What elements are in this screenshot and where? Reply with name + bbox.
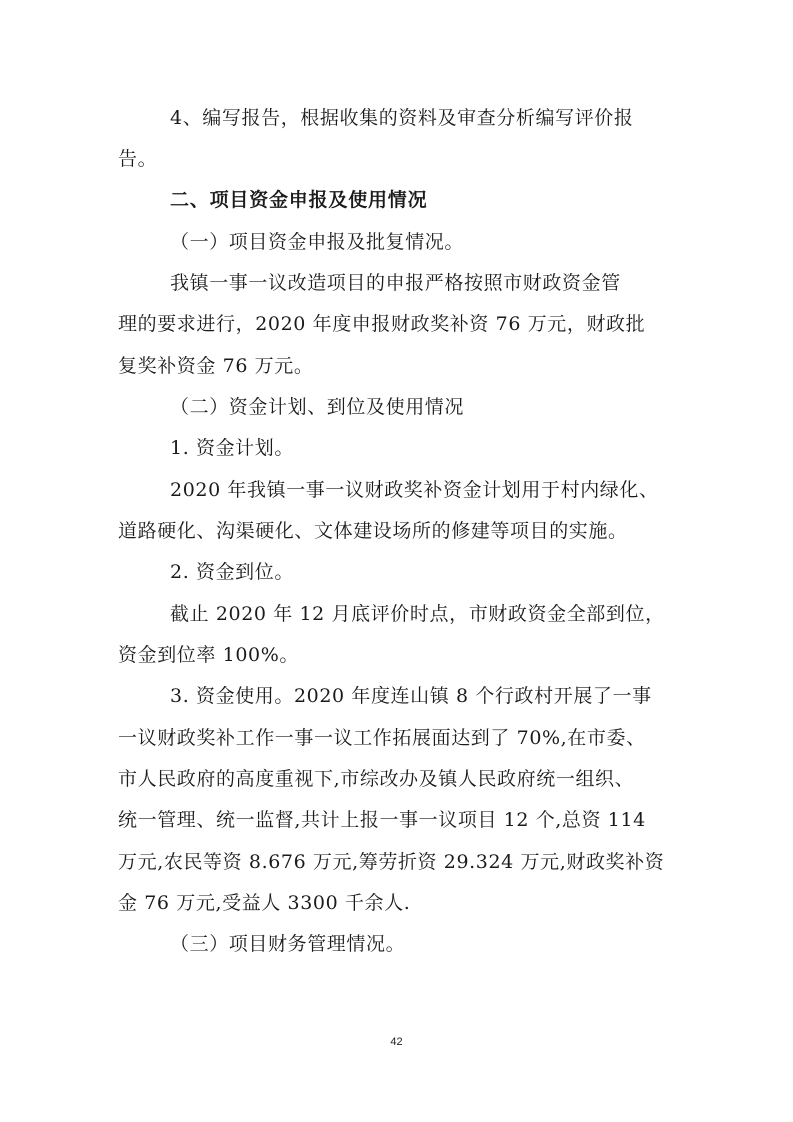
page-number: 42 [390, 1036, 403, 1048]
paragraph-line: 截止 2020 年 12 月底评价时点，市财政资金全部到位， [170, 603, 665, 625]
paragraph-line: 市人民政府的高度重视下,市综改办及镇人民政府统一组织、 [118, 768, 635, 790]
section-heading: 二、项目资金申报及使用情况 [170, 189, 428, 211]
paragraph-line: 统一管理、统一监督,共计上报一事一议项目 12 个,总资 114 [118, 809, 646, 831]
paragraph-line: 金 76 万元,受益人 3300 千余人. [118, 892, 411, 914]
paragraph-line: 我镇一事一议改造项目的申报严格按照市财政资金管 [170, 272, 621, 294]
paragraph-line: 3. 资金使用。2020 年度连山镇 8 个行政村开展了一事 [170, 685, 652, 707]
subsection-heading: （一）项目资金申报及批复情况。 [170, 231, 465, 253]
item-heading: 1. 资金计划。 [170, 437, 294, 459]
paragraph-line: 资金到位率 100%。 [118, 644, 299, 666]
paragraph-line: 告。 [118, 148, 158, 170]
subsection-heading: （三）项目财务管理情况。 [170, 933, 406, 955]
paragraph-line: 2020 年我镇一事一议财政奖补资金计划用于村内绿化、 [170, 479, 659, 501]
subsection-heading: （二）资金计划、到位及使用情况 [170, 396, 465, 418]
paragraph-line: 万元,农民等资 8.676 万元,筹劳折资 29.324 万元,财政奖补资 [118, 851, 665, 873]
paragraph-line: 一议财政奖补工作一事一议工作拓展面达到了 70%,在市委、 [118, 727, 646, 749]
item-heading: 2. 资金到位。 [170, 561, 294, 583]
paragraph-line: 复奖补资金 76 万元。 [118, 355, 314, 377]
paragraph-line: 4、编写报告，根据收集的资料及审查分析编写评价报 [170, 107, 634, 129]
paragraph-line: 道路硬化、沟渠硬化、文体建设场所的修建等项目的实施。 [118, 520, 628, 542]
paragraph-line: 理的要求进行，2020 年度申报财政奖补资 76 万元，财政批 [118, 313, 646, 335]
